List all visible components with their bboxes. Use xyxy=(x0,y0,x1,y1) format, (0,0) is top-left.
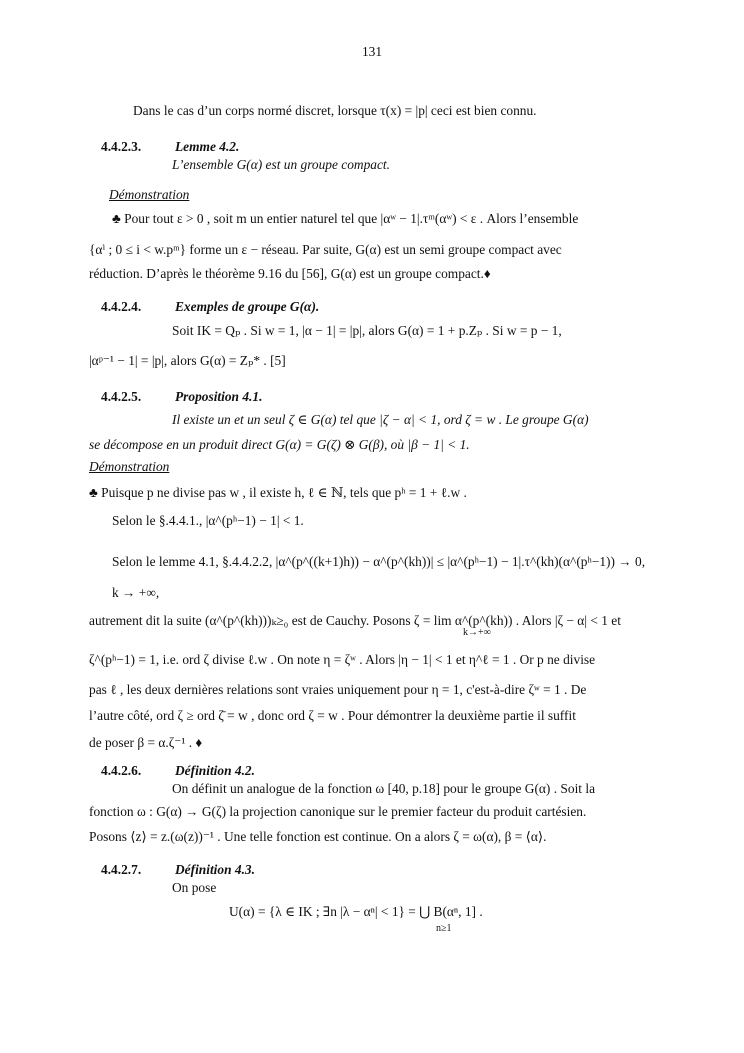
paragraph-line: |αᵖ⁻¹ − 1| = |p|, alors G(α) = Zₚ* . [5] xyxy=(89,353,286,368)
paragraph-line: autrement dit la suite (α^(p^(kh)))ₖ≥₀ est de Cauchy. Posons ζ = lim α^(p^(kh)) . Alors |ζ − α| < 1 et xyxy=(89,613,621,628)
lemma-statement: L’ensemble G(α) est un groupe compact. xyxy=(172,157,391,172)
paragraph-line: On définit un analogue de la fonction ω [40, p.18] pour le groupe G(α) . Soit la xyxy=(172,781,596,796)
definition-title: Définition 4.3. xyxy=(175,862,255,877)
paragraph-line: {αⁱ ; 0 ≤ i < w.pᵐ} forme un ε − réseau. Par suite, G(α) est un semi groupe compact avec xyxy=(89,242,562,257)
union-subscript: n≥1 xyxy=(436,923,452,934)
examples-title: Exemples de groupe G(α). xyxy=(175,299,320,314)
paragraph-line: Selon le §.4.4.1., |α^(pʰ−1) − 1| < 1. xyxy=(112,513,304,528)
proposition-title: Proposition 4.1. xyxy=(175,389,263,404)
lemma-title: Lemme 4.2. xyxy=(175,139,240,154)
section-number: 4.4.2.7. xyxy=(101,862,142,877)
display-formula: U(α) = {λ ∈ IK ; ∃n |λ − αⁿ| < 1} = ⋃ B(αⁿ, 1] . xyxy=(229,904,483,919)
proposition-line: Il existe un et un seul ζ ∈ G(α) tel que |ζ − α| < 1, ord ζ = w . Le groupe G(α) xyxy=(172,412,589,427)
paragraph-line: de poser β = α.ζ⁻¹ . ♦ xyxy=(89,735,203,750)
limit-subscript: k→+∞ xyxy=(463,627,491,638)
page-number: 131 xyxy=(361,44,383,59)
section-number: 4.4.2.6. xyxy=(101,763,142,778)
intro-line: Dans le cas d’un corps normé discret, lorsque τ(x) = |p| ceci est bien connu. xyxy=(133,103,537,118)
paragraph-line: fonction ω : G(α) → G(ζ) la projection canonique sur le premier facteur du produit cartésien. xyxy=(89,804,587,819)
paragraph-line: ♣ Pour tout ε > 0 , soit m un entier naturel tel que |αʷ − 1|.τᵐ(αʷ) < ε . Alors l’ensemble xyxy=(112,211,579,226)
demo-heading: Démonstration xyxy=(109,187,190,202)
section-number: 4.4.2.3. xyxy=(101,139,142,154)
paragraph-line: Posons ⟨z⟩ = z.(ω(z))⁻¹ . Une telle fonction est continue. On a alors ζ = ω(α), β = ⟨α⟩. xyxy=(89,829,547,844)
paragraph-line: pas ℓ , les deux dernières relations sont vraies uniquement pour η = 1, c'est-à-dire ζʷ = 1 . De xyxy=(89,682,587,697)
paragraph-line: Soit IK = Qₚ . Si w = 1, |α − 1| = |p|, alors G(α) = 1 + p.Zₚ . Si w = p − 1, xyxy=(172,323,562,338)
paragraph-line: l’autre côté, ord ζ ≥ ord ζ̄ = w , donc ord ζ = w . Pour démontrer la deuxième partie il suffit xyxy=(89,708,576,723)
definition-title: Définition 4.2. xyxy=(175,763,255,778)
paragraph-line: On pose xyxy=(172,880,217,895)
paragraph-line: ♣ Puisque p ne divise pas w , il existe h, ℓ ∈ ℕ, tels que pʰ = 1 + ℓ.w . xyxy=(89,485,467,500)
section-number: 4.4.2.5. xyxy=(101,389,142,404)
paragraph-line: k → +∞, xyxy=(112,585,160,600)
proposition-line: se décompose en un produit direct G(α) = G(ζ) ⊗ G(β), où |β − 1| < 1. xyxy=(89,437,470,452)
paragraph-line: ζ^(pʰ−1) = 1, i.e. ord ζ divise ℓ.w . On note η = ζʷ . Alors |η − 1| < 1 et η^ℓ = 1 . Or p ne divise xyxy=(89,652,596,667)
paragraph-line: réduction. D’après le théorème 9.16 du [56], G(α) est un groupe compact.♦ xyxy=(89,266,491,281)
paragraph-line: Selon le lemme 4.1, §.4.4.2.2, |α^(p^((k+1)h)) − α^(p^(kh))| ≤ |α^(pʰ−1) − 1|.τ^(kh)(α^(pʰ−1)) → 0, xyxy=(112,554,646,569)
section-number: 4.4.2.4. xyxy=(101,299,142,314)
demo-heading: Démonstration xyxy=(89,459,170,474)
